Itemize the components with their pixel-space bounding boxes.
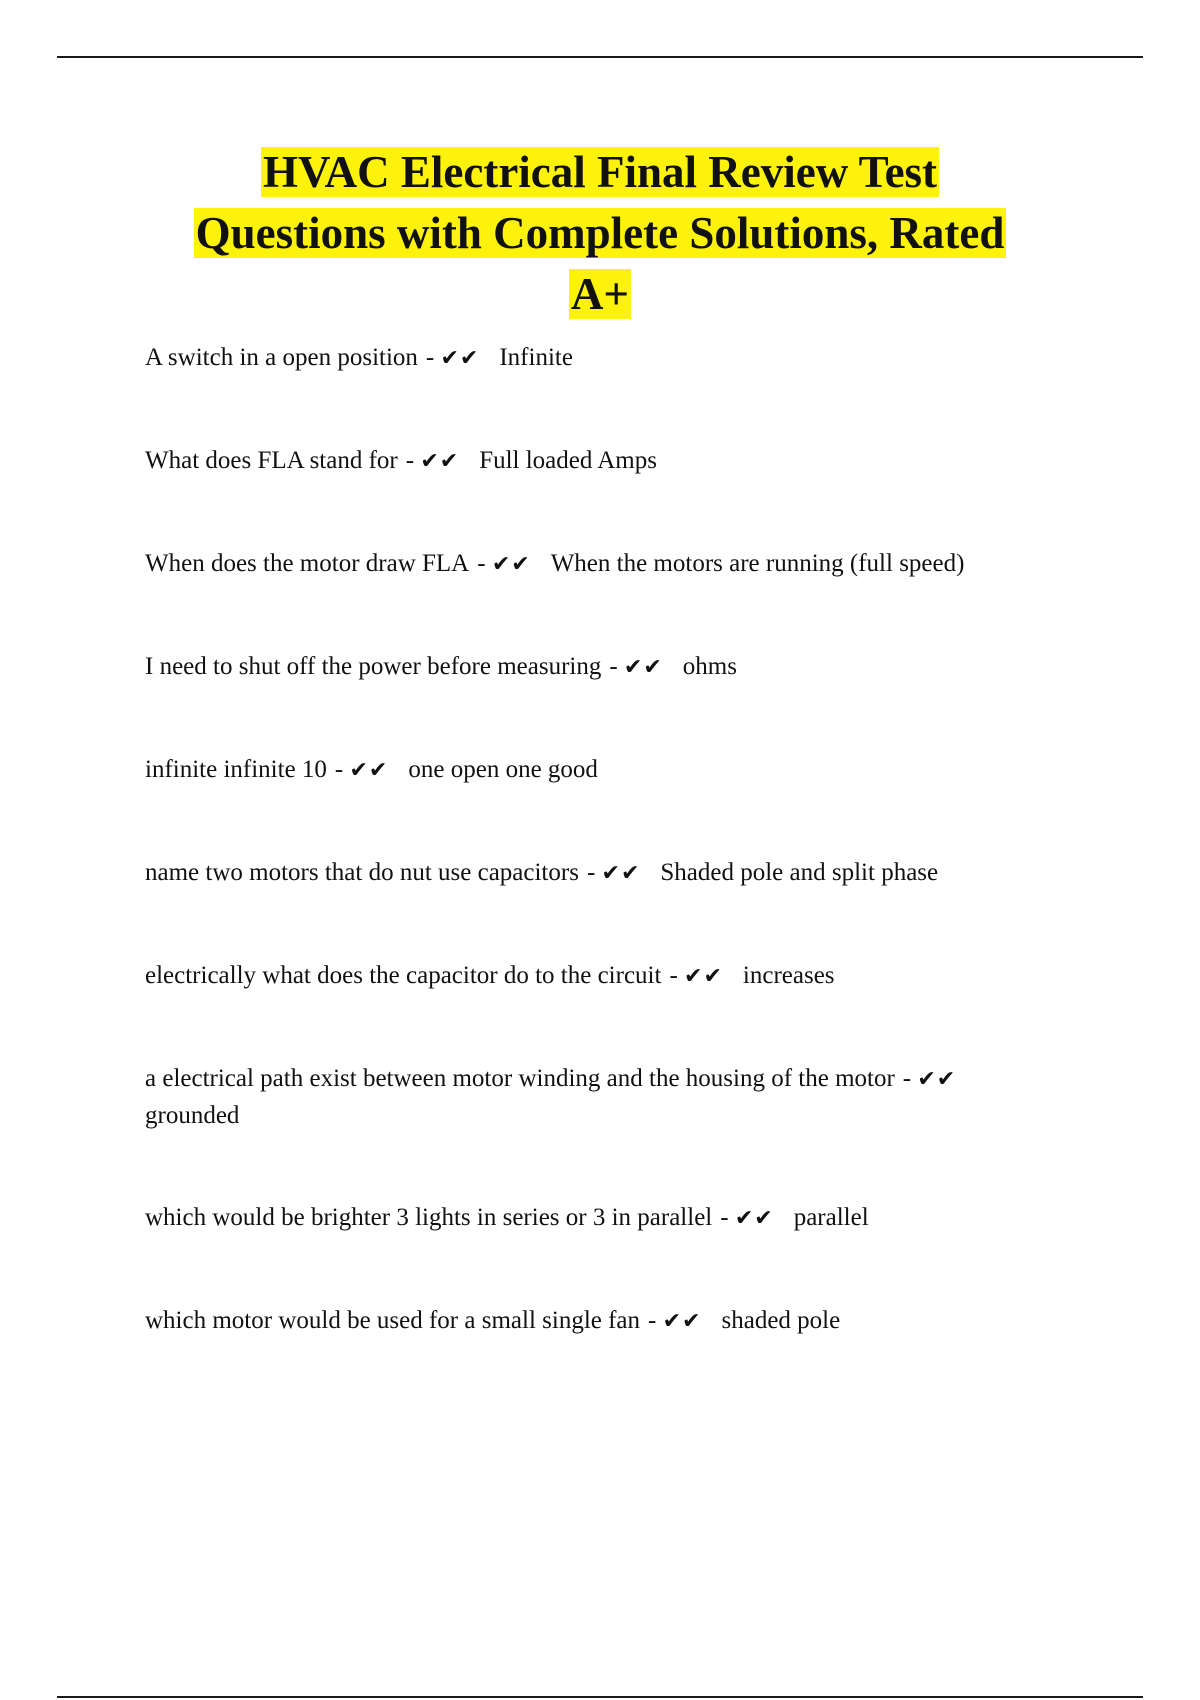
separator: - <box>902 1065 912 1092</box>
question-text: electrically what does the capacitor do to the circuit <box>145 962 662 989</box>
question-text: a electrical path exist between motor winding and the housing of the motor <box>145 1065 895 1092</box>
qa-item <box>145 1200 1105 1237</box>
question-text: A switch in a open position <box>145 344 418 371</box>
separator: - <box>669 962 678 989</box>
answer-text: ohms <box>682 653 737 680</box>
qa-item <box>145 1303 1105 1340</box>
title-line-2 <box>100 203 1100 264</box>
title-line-2-text: Questions with Complete Solutions, Rated <box>195 208 1005 258</box>
qa-item <box>145 855 1105 892</box>
check-marks-icon: ✔✔ <box>349 758 389 783</box>
question-text: which motor would be used for a small single fan <box>145 1307 641 1334</box>
separator: - <box>648 1307 657 1334</box>
qa-item <box>145 546 1105 583</box>
top-rule <box>57 56 1143 58</box>
question-text: When does the motor draw FLA <box>145 550 470 577</box>
qa-item <box>145 752 1105 789</box>
separator: - <box>477 550 486 577</box>
check-marks-icon: ✔✔ <box>734 1206 774 1231</box>
separator: - <box>586 859 596 886</box>
question-text: I need to shut off the power before measuring <box>145 653 602 680</box>
qa-item <box>145 958 1105 995</box>
check-marks-icon: ✔✔ <box>684 964 723 989</box>
qa-item <box>145 340 1105 377</box>
answer-text: Full loaded Amps <box>479 447 657 474</box>
qa-item <box>145 443 1105 480</box>
answer-text: parallel <box>793 1204 869 1231</box>
question-text: which would be brighter 3 lights in series or 3 in parallel <box>145 1204 713 1231</box>
check-marks-icon: ✔✔ <box>440 346 480 371</box>
qa-item <box>145 1061 1105 1134</box>
answer-text: shaded pole <box>721 1307 841 1334</box>
answer-text: When the motors are running (full speed) <box>550 550 965 577</box>
document-title <box>100 142 1100 325</box>
check-marks-icon: ✔✔ <box>601 861 641 886</box>
answer-text: increases <box>742 962 835 989</box>
title-line-1-text: HVAC Electrical Final Review Test <box>262 147 938 197</box>
separator: - <box>720 1204 729 1231</box>
qa-item <box>145 649 1105 686</box>
separator: - <box>334 756 344 783</box>
separator: - <box>609 653 618 680</box>
title-line-3-text: A+ <box>570 269 630 319</box>
question-text: What does FLA stand for <box>145 447 398 474</box>
answer-text: Infinite <box>499 344 573 371</box>
bottom-rule <box>57 1696 1143 1698</box>
question-text: name two motors that do nut use capacitors <box>145 859 579 886</box>
check-marks-icon: ✔✔ <box>662 1309 702 1334</box>
separator: - <box>425 344 435 371</box>
separator: - <box>405 447 415 474</box>
title-line-1 <box>100 142 1100 203</box>
answer-text: Shaded pole and split phase <box>660 859 939 886</box>
check-marks-icon: ✔✔ <box>420 449 460 474</box>
check-marks-icon: ✔✔ <box>491 552 531 577</box>
title-line-3 <box>100 264 1100 325</box>
question-text: infinite infinite 10 <box>145 756 327 783</box>
check-marks-icon: ✔✔ <box>917 1067 957 1092</box>
answer-text: one open one good <box>408 756 598 783</box>
answer-text: grounded <box>145 1102 240 1129</box>
check-marks-icon: ✔✔ <box>623 655 663 680</box>
